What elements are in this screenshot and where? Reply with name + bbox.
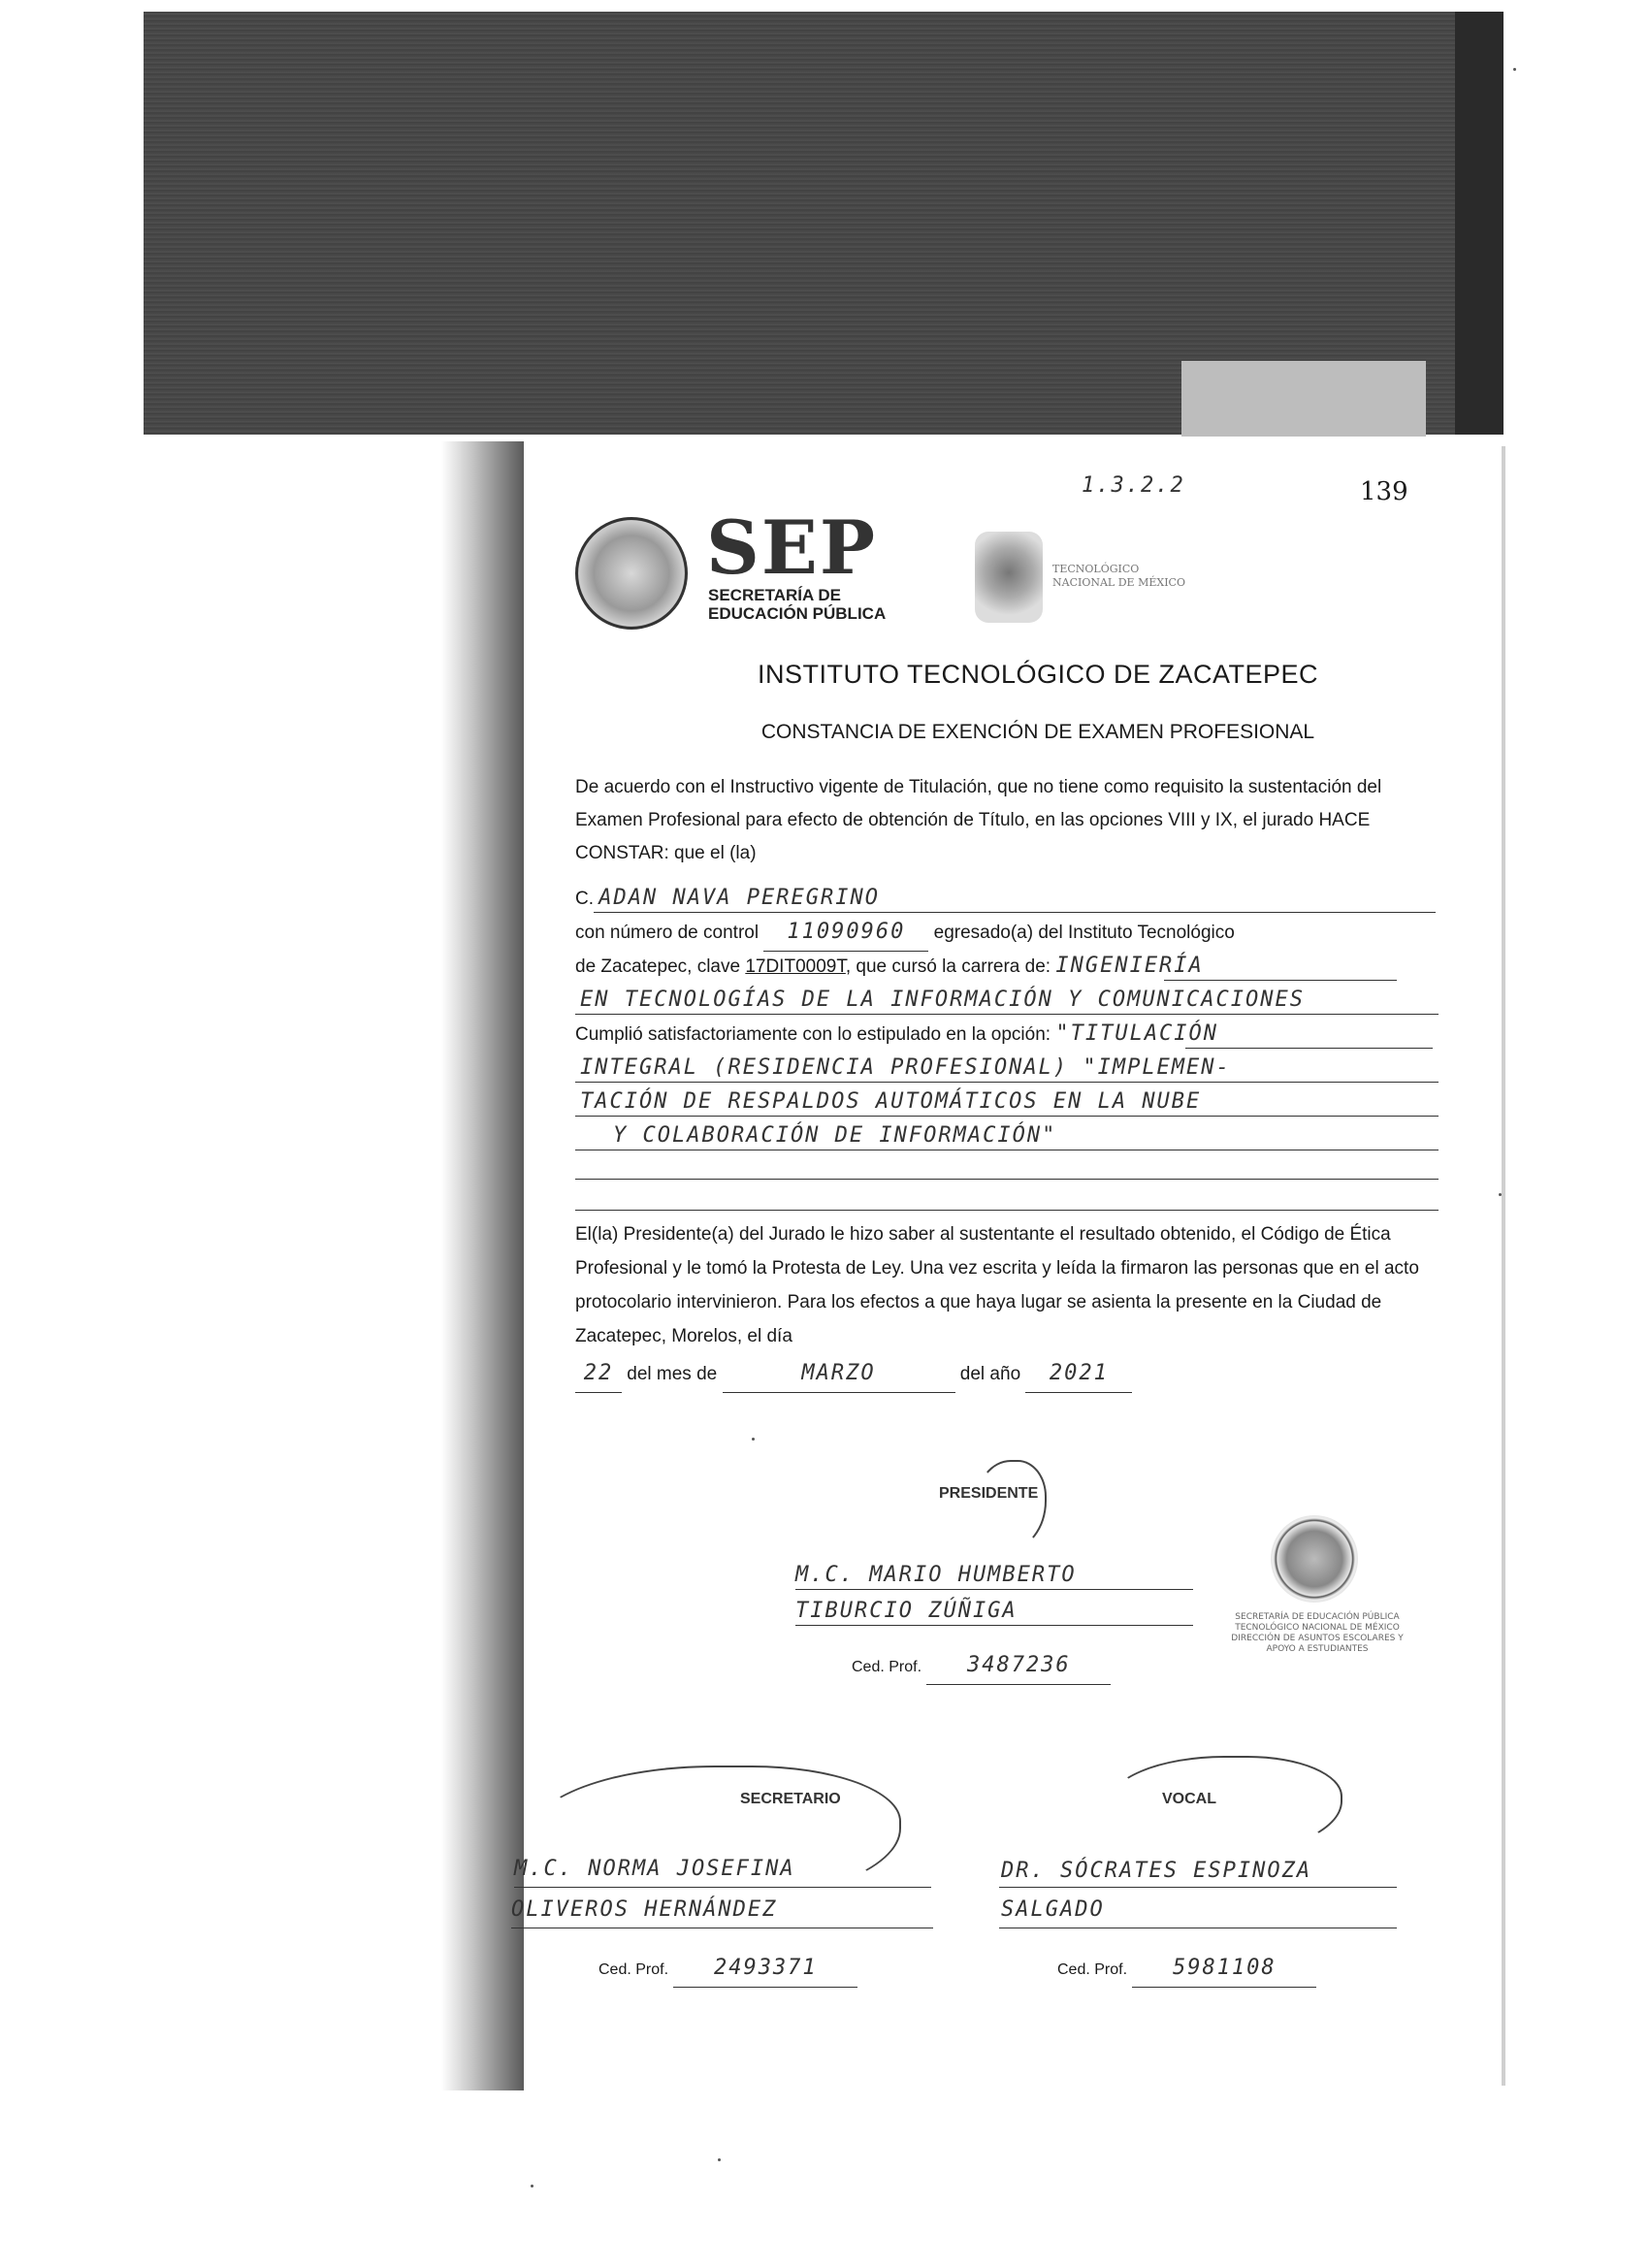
c-label: C.	[575, 889, 594, 909]
opcion-line-4: Y COLABORACIÓN DE INFORMACIÓN"	[613, 1123, 1057, 1148]
speck	[1499, 1193, 1502, 1196]
vocal-ced-line	[1057, 1950, 1316, 1987]
date-day: 22	[575, 1355, 622, 1393]
institute-title: INSTITUTO TECNOLÓGICO DE ZACATEPEC	[757, 660, 1319, 689]
page-fold-shadow	[441, 441, 524, 2090]
sep-subtitle	[708, 586, 886, 623]
tecnm-text-line-1: TECNOLÓGICO	[1052, 563, 1140, 575]
closing-paragraph: El(la) Presidente(a) del Jurado le hizo saber al sustentante el resultado obtenido, el Código de Ética Profesional y le tomó la Protesta de Ley. Una vez escrita y leída la firmaron las personas que en el acto protocolario intervinieron. Para los efectos a que haya lugar se asienta la presente en la Ciudad de Zacatepec, Morelos, el día	[575, 1224, 1419, 1346]
date-month: MARZO	[723, 1355, 955, 1393]
secretario-ced-number: 2493371	[673, 1950, 857, 1988]
handwritten-reference: 1.3.2.2	[1082, 473, 1185, 498]
speck	[531, 2185, 534, 2187]
control-number: 11090960	[763, 914, 928, 952]
school-clave: 17DIT0009T	[745, 956, 846, 977]
presidente-role: PRESIDENTE	[939, 1485, 1039, 1502]
opcion-line-2: INTEGRAL (RESIDENCIA PROFESIONAL) "IMPLEMEN-	[580, 1055, 1231, 1080]
sep-subtitle-line-2: EDUCACIÓN PÚBLICA	[708, 604, 887, 623]
year-label: del año	[959, 1364, 1021, 1384]
control-suffix: egresado(a) del Instituto Tecnológico	[933, 923, 1235, 943]
opcion-line-1: "TITULACIÓN	[1055, 1021, 1219, 1046]
carrera-underline-1	[1164, 980, 1397, 981]
secretario-ced-label: Ced. Prof.	[598, 1961, 669, 1978]
month-label: del mes de	[627, 1364, 718, 1384]
official-stamp-text: SECRETARÍA DE EDUCACIÓN PÚBLICA TECNOLÓGICO NACIONAL DE MÉXICO DIRECCIÓN DE ASUNTOS ESCOLARES Y APOYO A ESTUDIANTES	[1231, 1612, 1404, 1654]
name-underline	[594, 912, 1436, 913]
date-line	[575, 1355, 1132, 1392]
official-stamp	[1271, 1515, 1358, 1603]
sep-subtitle-line-1: SECRETARÍA DE	[708, 586, 841, 604]
secretario-name-2: OLIVEROS HERNÁNDEZ	[511, 1897, 778, 1922]
opcion-underline-1	[1185, 1048, 1433, 1049]
carrera-underline-2	[575, 1014, 1439, 1015]
tecnm-text-line-2: NACIONAL DE MÉXICO	[1052, 576, 1185, 589]
presidente-ced-line	[852, 1647, 1111, 1684]
intro-paragraph: De acuerdo con el Instructivo vigente de Titulación, que no tiene como requisito la sustentación del Examen Profesional para efecto de obtención de Título, en las opciones VIII y IX, el jurado HACE CONSTAR: que el (la)	[575, 777, 1382, 863]
document-title: CONSTANCIA DE EXENCIÓN DE EXAMEN PROFESIONAL	[760, 721, 1315, 743]
sep-logo-text: SEP	[706, 504, 877, 591]
opcion-line	[575, 1016, 1218, 1053]
opcion-line-3: TACIÓN DE RESPALDOS AUTOMÁTICOS EN LA NUBE	[580, 1089, 1202, 1114]
page-right-edge	[1502, 446, 1505, 2086]
speck	[718, 2158, 721, 2161]
presidente-name-2: TIBURCIO ZÚÑIGA	[795, 1599, 1018, 1623]
clave-line	[575, 948, 1204, 985]
presidente-underline-2	[795, 1625, 1193, 1626]
blank-underline-2	[575, 1210, 1439, 1211]
opcion-underline-2	[575, 1082, 1439, 1083]
secretario-name-1: M.C. NORMA JOSEFINA	[514, 1857, 795, 1881]
clave-prefix: de Zacatepec, clave	[575, 956, 741, 977]
tecnm-logo-text	[1052, 563, 1185, 590]
clave-suffix: , que cursó la carrera de:	[845, 956, 1051, 977]
scanner-light-patch	[1181, 361, 1426, 437]
vocal-signature-scrawl	[1106, 1756, 1342, 1857]
tecnm-logo	[975, 532, 1043, 623]
speck	[752, 1438, 755, 1441]
presidente-ced-label: Ced. Prof.	[852, 1659, 922, 1675]
vocal-name-1: DR. SÓCRATES ESPINOZA	[1001, 1859, 1312, 1883]
presidente-signature-scrawl	[975, 1460, 1047, 1551]
vocal-role: VOCAL	[1162, 1791, 1216, 1807]
speck	[1513, 68, 1516, 71]
control-prefix: con número de control	[575, 923, 760, 943]
presidente-underline-1	[795, 1589, 1193, 1590]
student-name: ADAN NAVA PEREGRINO	[598, 886, 880, 910]
presidente-ced-number: 3487236	[926, 1647, 1111, 1685]
secretario-ced-line	[598, 1950, 857, 1987]
blank-underline-1	[575, 1179, 1439, 1180]
vocal-ced-label: Ced. Prof.	[1057, 1961, 1128, 1978]
opcion-prefix: Cumplió satisfactoriamente con lo estipulado en la opción:	[575, 1024, 1051, 1045]
scanner-edge	[1455, 12, 1504, 435]
vocal-ced-number: 5981108	[1132, 1950, 1316, 1988]
presidente-name-1: M.C. MARIO HUMBERTO	[795, 1563, 1077, 1587]
control-line	[575, 914, 1235, 951]
secretario-underline-1	[514, 1887, 931, 1888]
vocal-name-2: SALGADO	[1001, 1897, 1105, 1922]
opcion-underline-3	[575, 1116, 1439, 1117]
carrera-line-2: EN TECNOLOGÍAS DE LA INFORMACIÓN Y COMUNICACIONES	[580, 988, 1306, 1012]
carrera-line-1: INGENIERÍA	[1055, 954, 1204, 978]
date-year: 2021	[1025, 1355, 1132, 1393]
vocal-underline-1	[999, 1887, 1397, 1888]
mexico-coat-of-arms-seal	[575, 517, 688, 630]
page-number: 139	[1360, 477, 1408, 506]
secretario-role: SECRETARIO	[740, 1791, 841, 1807]
